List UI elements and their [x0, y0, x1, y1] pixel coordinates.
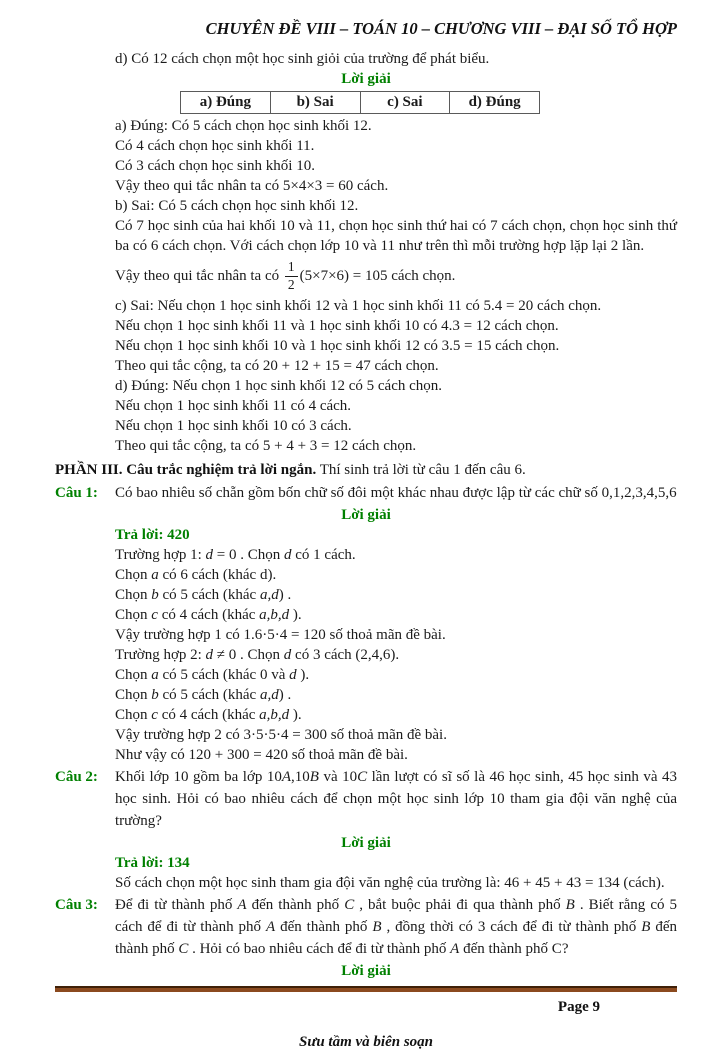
- doc-line: d) Đúng: Nếu chọn 1 học sinh khối 12 có 5 cách chọn.: [115, 378, 443, 394]
- doc-line: d) Có 12 cách chọn một học sinh giỏi của trường để phát biểu.: [115, 51, 490, 67]
- doc-line: Có 3 cách chọn học sinh khối 10.: [115, 158, 315, 174]
- answer-cell: a) Đúng: [181, 92, 271, 114]
- fraction-denominator: 2: [287, 276, 295, 292]
- answer-cell: d) Đúng: [450, 92, 540, 114]
- doc-line: Chọn b có 5 cách (khác a,d) .: [115, 687, 292, 703]
- answer-label: Trả lời: 420: [115, 527, 190, 543]
- page-number: Page 9: [557, 999, 600, 1015]
- doc-line: Theo qui tắc cộng, ta có 5 + 4 + 3 = 12 cách chọn.: [115, 438, 417, 454]
- question-text: Khối lớp 10 gồm ba lớp 10A,10B và 10C lần lượt có sĩ số là 46 học sinh, 45 học sinh và 43 học sinh. Hỏi có bao nhiêu cách để chọn một học sinh lớp 10 tham gia đội văn nghệ của trường?: [115, 769, 677, 829]
- document-header: CHUYÊN ĐỀ VIII – TOÁN 10 – CHƯƠNG VIII – ĐẠI SỐ TỔ HỢP: [205, 19, 677, 38]
- question-label: Câu 1:: [55, 485, 98, 501]
- content: [55, 49, 677, 981]
- question-block: [55, 766, 677, 832]
- doc-line: b) Sai: Có 5 cách chọn học sinh khối 12.: [115, 198, 359, 214]
- doc-line: Trường hợp 1: d = 0 . Chọn d có 1 cách.: [115, 547, 356, 563]
- fraction: [285, 260, 298, 291]
- section-heading: PHẦN III. Câu trắc nghiệm trả lời ngắn. Thí sinh trả lời từ câu 1 đến câu 6.: [55, 462, 526, 478]
- doc-line: Nếu chọn 1 học sinh khối 10 có 3 cách.: [115, 418, 352, 434]
- doc-line: Chọn b có 5 cách (khác a,d) .: [115, 587, 292, 603]
- question-label: Câu 2:: [55, 769, 98, 785]
- question-text: Có bao nhiêu số chẵn gồm bốn chữ số đôi một khác nhau được lập từ các chữ số 0,1,2,3,4,5,6: [115, 485, 677, 501]
- doc-line: Vậy trường hợp 2 có 3·5·5·4 = 300 số thoả mãn đề bài.: [115, 727, 447, 743]
- doc-line: Nếu chọn 1 học sinh khối 11 và 1 học sinh khối 10 có 4.3 = 12 cách chọn.: [115, 318, 559, 334]
- doc-line: Vậy theo qui tắc nhân ta có 5×4×3 = 60 cách.: [115, 178, 389, 194]
- doc-line: Số cách chọn một học sinh tham gia đội văn nghệ của trường là: 46 + 45 + 43 = 134 (cách).: [115, 875, 665, 891]
- doc-line: a) Đúng: Có 5 cách chọn học sinh khối 12.: [115, 118, 372, 134]
- doc-line: Nếu chọn 1 học sinh khối 11 có 4 cách.: [115, 398, 352, 414]
- answer-table: [180, 91, 540, 114]
- doc-line: Như vậy có 120 + 300 = 420 số thoả mãn đề bài.: [115, 747, 408, 763]
- answer-label: Trả lời: 134: [115, 855, 190, 871]
- doc-line: Chọn a có 5 cách (khác 0 và d ).: [115, 667, 310, 683]
- doc-line: Chọn c có 4 cách (khác a,b,d ).: [115, 607, 302, 623]
- doc-line: c) Sai: Nếu chọn 1 học sinh khối 12 và 1 học sinh khối 11 có 5.4 = 20 cách chọn.: [115, 298, 602, 314]
- question-block: [55, 482, 677, 504]
- doc-line: Chọn a có 6 cách (khác d).: [115, 567, 277, 583]
- doc-line: Trường hợp 2: d ≠ 0 . Chọn d có 3 cách (2,4,6).: [115, 647, 400, 663]
- doc-line: Nếu chọn 1 học sinh khối 10 và 1 học sinh khối 12 có 3.5 = 15 cách chọn.: [115, 338, 560, 354]
- doc-line: Chọn c có 4 cách (khác a,b,d ).: [115, 707, 302, 723]
- solution-heading: Lời giải: [341, 507, 391, 523]
- answer-cell: c) Sai: [360, 92, 450, 114]
- doc-line: Vậy trường hợp 1 có 1.6·5·4 = 120 số thoả mãn đề bài.: [115, 627, 446, 643]
- solution-heading: Lời giải: [341, 963, 391, 979]
- solution-heading: Lời giải: [341, 71, 391, 87]
- solution-heading: Lời giải: [341, 835, 391, 851]
- section-heading-bold: PHẦN III. Câu trắc nghiệm trả lời ngắn.: [55, 462, 317, 478]
- doc-line: Có 7 học sinh của hai khối 10 và 11, chọn học sinh thứ hai có 7 cách chọn, chọn học sinh thứ ba có 6 cách chọn. Với cách chọn lớp 10 và 11 như trên thì mỗi trường hợp lặp lại 2 lần.: [115, 218, 677, 254]
- formula-line: Vậy theo qui tắc nhân ta có $\frac{1}{2}$ (5×7×6) = 105 cách chọn.: [115, 259, 456, 292]
- fraction-numerator: 1: [285, 260, 298, 276]
- question-text: Để đi từ thành phố A đến thành phố C , bắt buộc phải đi qua thành phố B . Biết rằng có 5 cách để đi từ thành phố A đến thành phố B , đồng thời có 3 cách để đi từ thành phố B đến thành phố C . Hỏi có bao nhiêu cách để đi từ thành phố A đến thành phố C?: [115, 897, 678, 957]
- answer-cell: b) Sai: [270, 92, 360, 114]
- question-block: [55, 894, 677, 960]
- credit-line: Sưu tầm và biên soạn: [298, 1034, 433, 1050]
- question-label: Câu 3:: [55, 897, 98, 913]
- doc-line: Có 4 cách chọn học sinh khối 11.: [115, 138, 315, 154]
- doc-line: Theo qui tắc cộng, ta có 20 + 12 + 15 = 47 cách chọn.: [115, 358, 439, 374]
- footer-rule: [55, 986, 677, 992]
